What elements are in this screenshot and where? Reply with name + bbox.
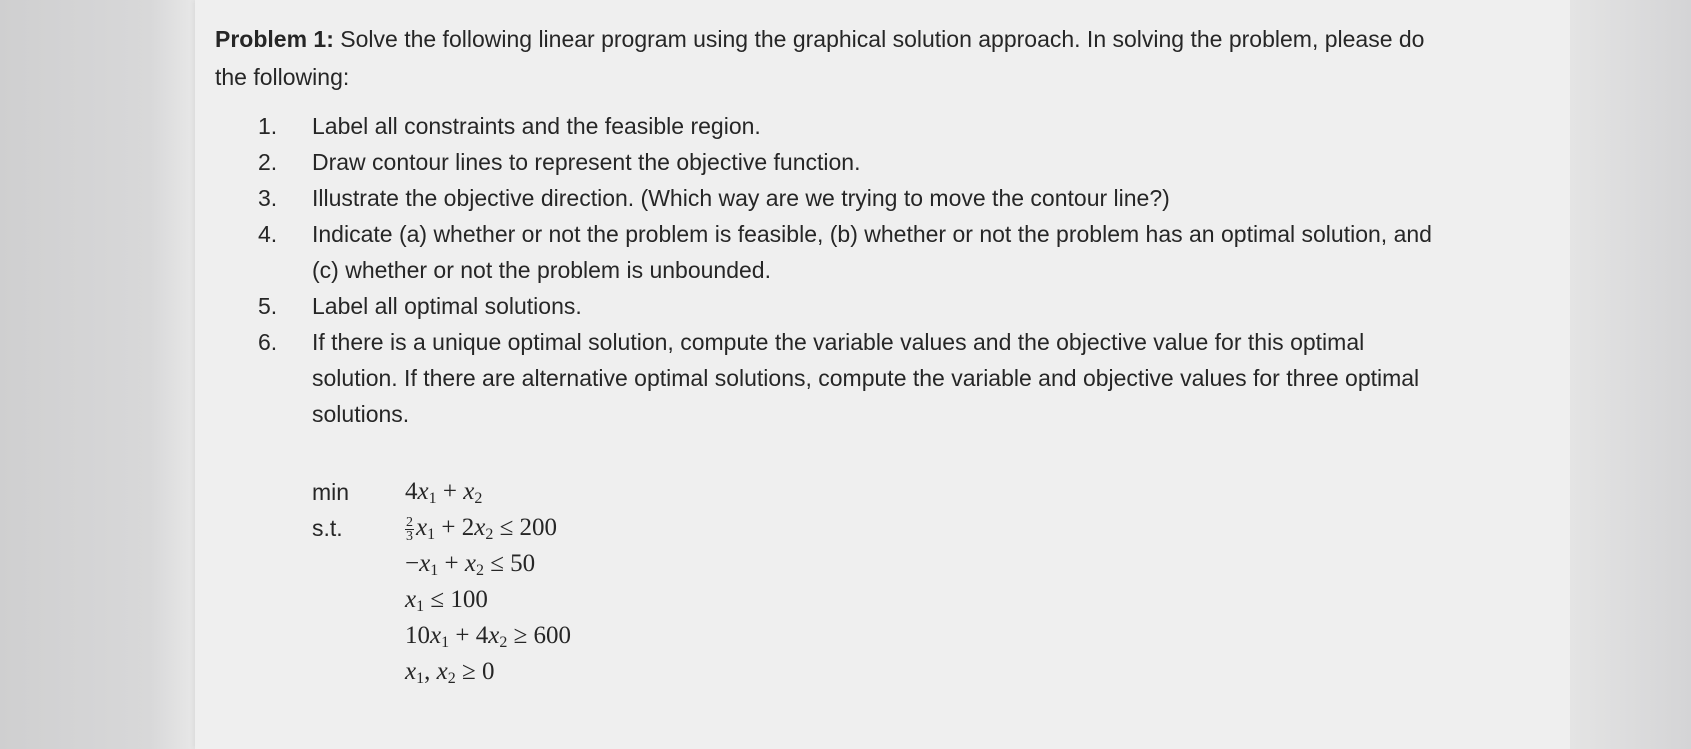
list-text: Label all constraints and the feasible region. bbox=[312, 113, 761, 139]
objective-label: min bbox=[312, 479, 350, 505]
problem-intro: Solve the following linear program using the graphical solution approach. In solving the problem, please do the following: bbox=[215, 26, 1425, 90]
list-item bbox=[258, 216, 1438, 288]
problem-statement bbox=[215, 20, 1445, 96]
objective-function: $4x_1 + x_2$ bbox=[405, 478, 483, 507]
list-item bbox=[258, 180, 1438, 216]
constraint-1: $\frac{2}{3}$ $x_1 + 2x_2 \le 200$ bbox=[406, 514, 558, 544]
desk-background bbox=[1570, 0, 1691, 749]
list-text: If there is a unique optimal solution, compute the variable values and the objective value for this optimal solution. If there are alternative optimal solutions, compute the variable and objective values for three optimal solutions. bbox=[312, 329, 1420, 427]
list-text: Illustrate the objective direction. (Which way are we trying to move the contour line?) bbox=[312, 185, 1170, 211]
list-number: 5. bbox=[258, 293, 278, 319]
constraint-3: $x_1 \le 100$ bbox=[405, 586, 488, 615]
nonnegativity-constraint: $x_1$, $x_2 \ge 0$ bbox=[405, 658, 495, 687]
list-item bbox=[258, 324, 1438, 432]
constraints-label: s.t. bbox=[312, 515, 343, 541]
list-number: 3. bbox=[258, 185, 278, 211]
fraction: $\frac{2}{3}$ bbox=[406, 514, 413, 544]
problem-heading: Problem 1: bbox=[215, 26, 334, 52]
instruction-list bbox=[258, 108, 1438, 432]
constraint-2: $-x_1 + x_2 \le 50$ bbox=[405, 550, 536, 579]
list-number: 1. bbox=[258, 113, 278, 139]
list-item bbox=[258, 288, 1438, 324]
list-number: 4. bbox=[258, 221, 278, 247]
list-item bbox=[258, 108, 1438, 144]
list-text: Indicate (a) whether or not the problem is feasible, (b) whether or not the problem has an optimal solution, and (c) whether or not the problem is unbounded. bbox=[312, 221, 1432, 283]
list-text: Draw contour lines to represent the objective function. bbox=[312, 149, 861, 175]
list-number: 2. bbox=[258, 149, 278, 175]
list-item bbox=[258, 144, 1438, 180]
list-text: Label all optimal solutions. bbox=[312, 293, 582, 319]
list-number: 6. bbox=[258, 329, 278, 355]
constraint-4: $10x_1 + 4x_2 \ge 600$ bbox=[405, 622, 572, 651]
